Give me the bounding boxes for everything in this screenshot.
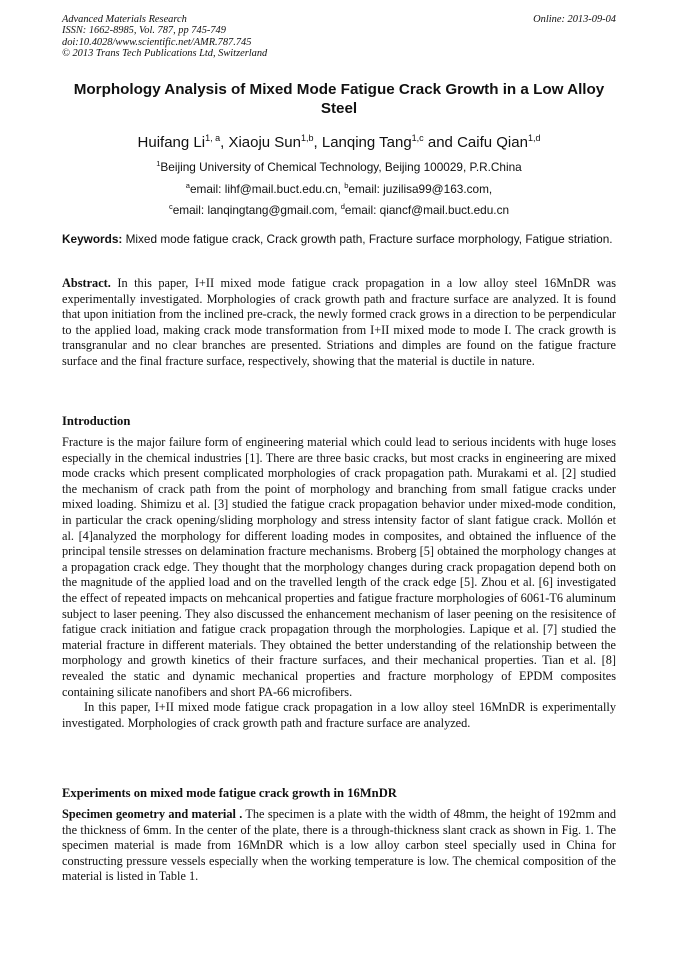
affiliation: [62, 157, 616, 174]
email-d: email: qiancf@mail.buct.edu.cn: [344, 202, 510, 217]
author-name: Lanqing Tang: [321, 134, 412, 151]
email-sup: c: [168, 202, 173, 211]
keywords-label: Keywords:: [62, 232, 123, 246]
author-name: Caifu Qian: [457, 134, 528, 151]
email-c: email: lanqingtang@gmail.com,: [172, 202, 341, 217]
author-name: Huifang Li: [137, 134, 206, 151]
specimen-label: Specimen geometry and material .: [62, 807, 243, 821]
affiliation-text: Beijing University of Chemical Technology, Beijing 100029, P.R.China: [160, 159, 522, 174]
doi-line: doi:10.4028/www.scientific.net/AMR.787.745: [62, 36, 252, 48]
email-line-1: [62, 179, 616, 196]
email-a: email: lihf@mail.buct.edu.cn,: [189, 181, 345, 196]
journal-name: Advanced Materials Research: [62, 14, 187, 25]
issn-line: ISSN: 1662-8985, Vol. 787, pp 745-749: [62, 25, 226, 37]
abstract-label: Abstract.: [62, 276, 111, 290]
copyright-line: © 2013 Trans Tech Publications Ltd, Switzerland: [62, 48, 268, 60]
keywords: [62, 232, 616, 247]
email-line-2: [62, 200, 616, 217]
author-conjunction: and: [423, 134, 458, 151]
email-sup: d: [340, 202, 345, 211]
author-sup: 1,d: [527, 133, 541, 143]
specimen-paragraph: [62, 807, 616, 885]
introduction-body: [62, 435, 616, 731]
journal-header: [62, 14, 616, 60]
specimen-text: The specimen is a plate with the width of 48mm, the height of 192mm and the thickness of 6mm. In the center of the plate, there is a through-thickness slant crack as shown in Fig. 1. The specimen material is made from 16MnDR which is a low alloy carbon steel specially used in China for constructing pressure vessels especially when the working temperature is low. The chemical composition of the material is listed in Table 1.: [62, 807, 616, 884]
introduction-heading: Introduction: [62, 414, 131, 428]
author-sup: 1,b: [301, 133, 314, 143]
experiments-heading: Experiments on mixed mode fatigue crack growth in 16MnDR: [62, 786, 397, 800]
introduction-paragraph-1: Fracture is the major failure form of engineering material which could lead to serious incidents with huge loses especially in the chemical industries [1]. There are three basic cracks, but most cracks in engineering are mixed mode cracks which present complicated morphologies of crack propagation path. Murakami et al. [2] studied the mechanism of crack path from the point of morphology and branching from small fatigue cracks under mixed loading. Shimizu et al. [3] studied the fatigue crack propagation behavior under mixed-mode condition, in particular the crack opening/sliding morphology and stress intensity factor of slant fatigue crack. Mollón et al. [4]analyzed the morphology for different loading modes in composites, and obtained the influence of the principal tensile stresses on delamination fracture mechanisms. Broberg [5] obtained the morphology changes at a propagation crack edge. They thought that the morphology changes during crack propagation depend both on the magnitude of the applied load and on the travelled length of the crack edge [5]. Zhou et al. [6] investigated the effect of repeated impacts on mehcanical properties and fatigue fracture morphologies of 6061-T6 aluminum subject to laser peening. They also discussed the enhancement mechanism of laser peening on the resisitence of fatigue crack initiation and fatigue crack propagation through the morphologies. Lapique et al. [7] studied the material fracture in different materials. They obtained the better understanding of the relationship between the morphology and growth kinetics of their fracture surfaces, and their mechanical properties. Tian et al. [8] revealed the static and dynamic mechanical properties and fracture morphology of EPDM composites containing silicate nanofibers and short PA-66 microfibers.: [62, 435, 616, 699]
online-date: Online: 2013-09-04: [533, 14, 616, 25]
abstract: [62, 276, 616, 370]
email-sup: b: [344, 181, 349, 190]
introduction-paragraph-2: In this paper, I+II mixed mode fatigue crack propagation in a low alloy steel 16MnDR is experimentally investigated. Morphologies of crack growth path and fracture surface are analyzed.: [62, 700, 616, 730]
paper-title: Morphology Analysis of Mixed Mode Fatigue Crack Growth in a Low Alloy Steel: [73, 81, 605, 117]
author-name: Xiaoju Sun: [228, 134, 301, 151]
affiliation-sup: 1: [156, 159, 161, 168]
author-sup: 1, a: [205, 133, 221, 143]
email-b: email: juzilisa99@163.com,: [348, 181, 493, 196]
keywords-text: Mixed mode fatigue crack, Crack growth path, Fracture surface morphology, Fatigue striation.: [122, 232, 613, 246]
author-sup: 1,c: [411, 133, 424, 143]
abstract-text: In this paper, I+II mixed mode fatigue crack propagation in a low alloy steel 16MnDR was experimentally investigated. Morphologies of crack growth path and fracture surface are analyzed. It is found that upon initiation from the inclined pre-crack, the newly formed crack grows in a direction to be perpendicular to the applied load, making crack mode transformation from I+II mixed mode to mode I. The crack growth is transgranular and no clear branches are presented. Striations and dimples are found on the fatigue fracture surface and the final fracture surface, respectively, showing that the material is ductile in nature.: [62, 276, 616, 368]
email-sup: a: [185, 181, 190, 190]
author-list: Huifang Li$^{1, a}$, Xiaoju Sun$^{1,b}$, Lanqing Tang$^{1,c}$ and Caifu Qian$^{1,d}$: [137, 133, 541, 151]
